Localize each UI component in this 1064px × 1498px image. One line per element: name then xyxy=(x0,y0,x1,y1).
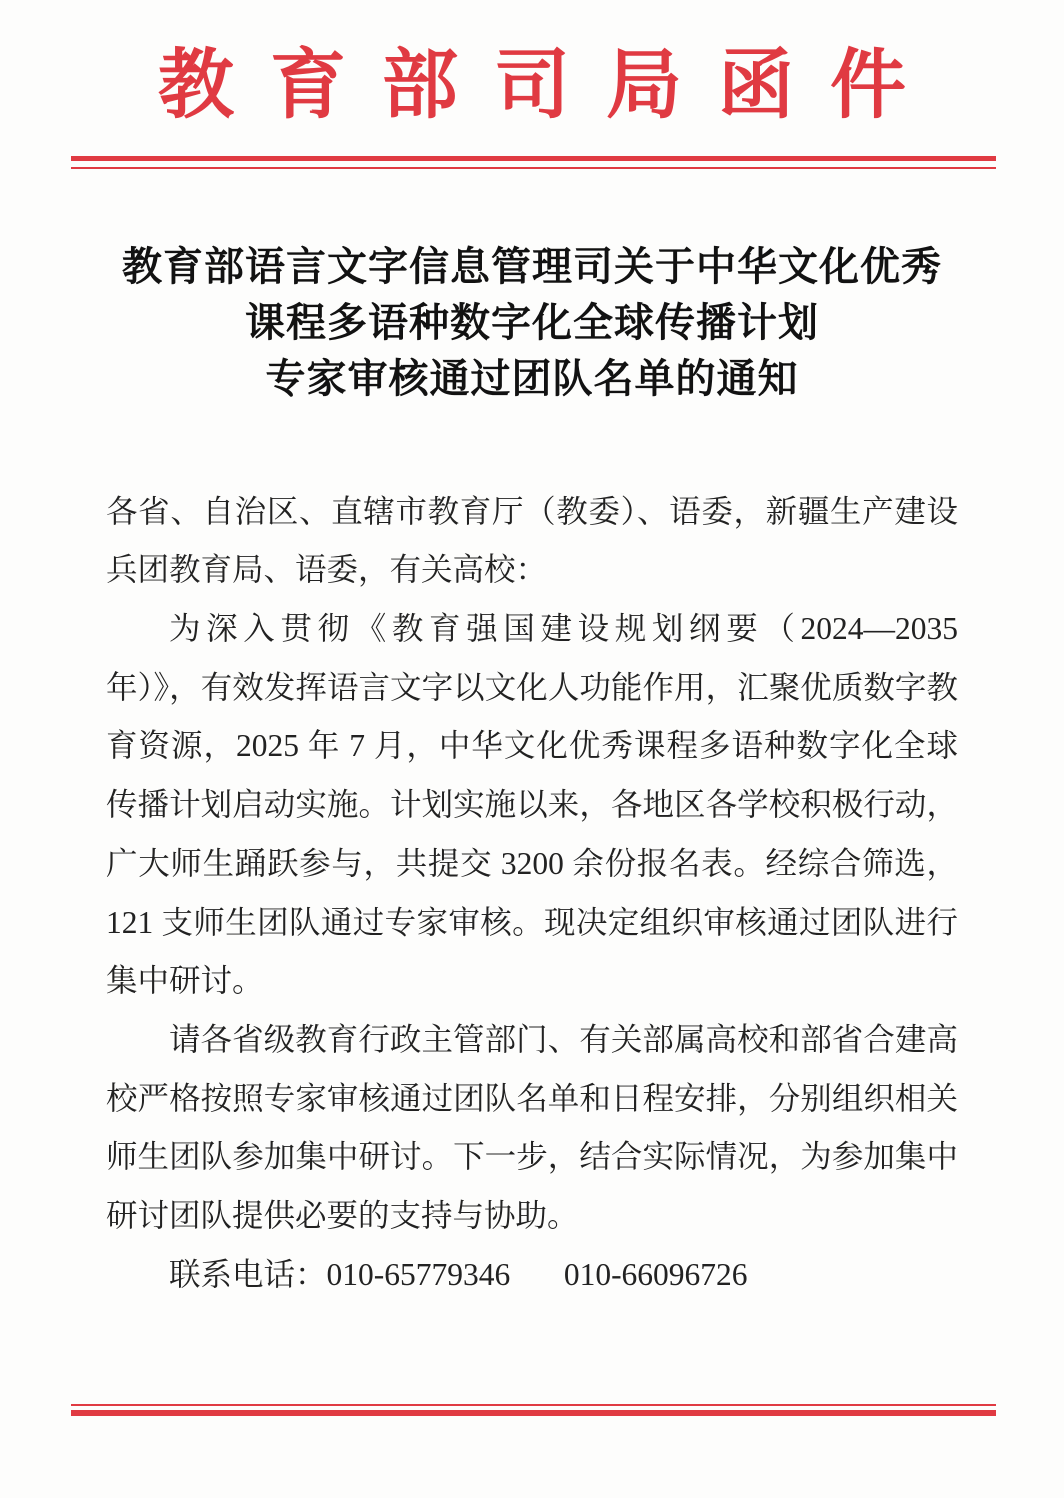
body-paragraph-1: 为深入贯彻《教育强国建设规划纲要（2024—2035 年）》，有效发挥语言文字以文化人功能作用，汇聚优质数字教育资源，2025 年 7 月，中华文化优秀课程多语种数字化全球传播计划启动实施。计划实施以来，各地区各学校积极行动，广大师生踊跃参与，共提交 3200 余份报名表。经综合筛选，121 支师生团队通过专家审核。现决定组织审核通过团队进行集中研讨。 xyxy=(106,611,958,999)
notice-body xyxy=(106,483,958,1305)
notice-title-line-2: 课程多语种数字化全球传播计划 xyxy=(245,299,819,345)
header-divider-thin xyxy=(71,167,996,169)
contact-phone-2: 010-66096726 xyxy=(563,1256,748,1292)
contact-phone-1: 010-65779346 xyxy=(326,1256,511,1292)
body-paragraph-2: 请各省级教育行政主管部门、有关部属高校和部省合建高校严格按照专家审核通过团队名单和日程安排，分别组织相关师生团队参加集中研讨。下一步，结合实际情况，为参加集中研讨团队提供必要的支持与协助。 xyxy=(106,1022,958,1234)
salutation-paragraph: 各省、自治区、直辖市教育厅（教委）、语委，新疆生产建设兵团教育局、语委，有关高校： xyxy=(106,493,958,588)
footer-divider-thin xyxy=(71,1404,996,1406)
document-page xyxy=(0,42,1064,1498)
footer-divider xyxy=(71,1404,996,1416)
contact-line xyxy=(106,1246,958,1305)
notice-title-line-1: 教育部语言文字信息管理司关于中华文化优秀 xyxy=(122,243,942,289)
header-divider-thick xyxy=(71,156,996,161)
letterhead-title: 教育部司局函件 xyxy=(158,44,942,128)
footer-divider-thick xyxy=(71,1410,996,1416)
notice-title-line-3: 专家审核通过团队名单的通知 xyxy=(265,355,799,401)
contact-label: 联系电话： xyxy=(169,1256,327,1292)
notice-title xyxy=(0,239,1064,407)
